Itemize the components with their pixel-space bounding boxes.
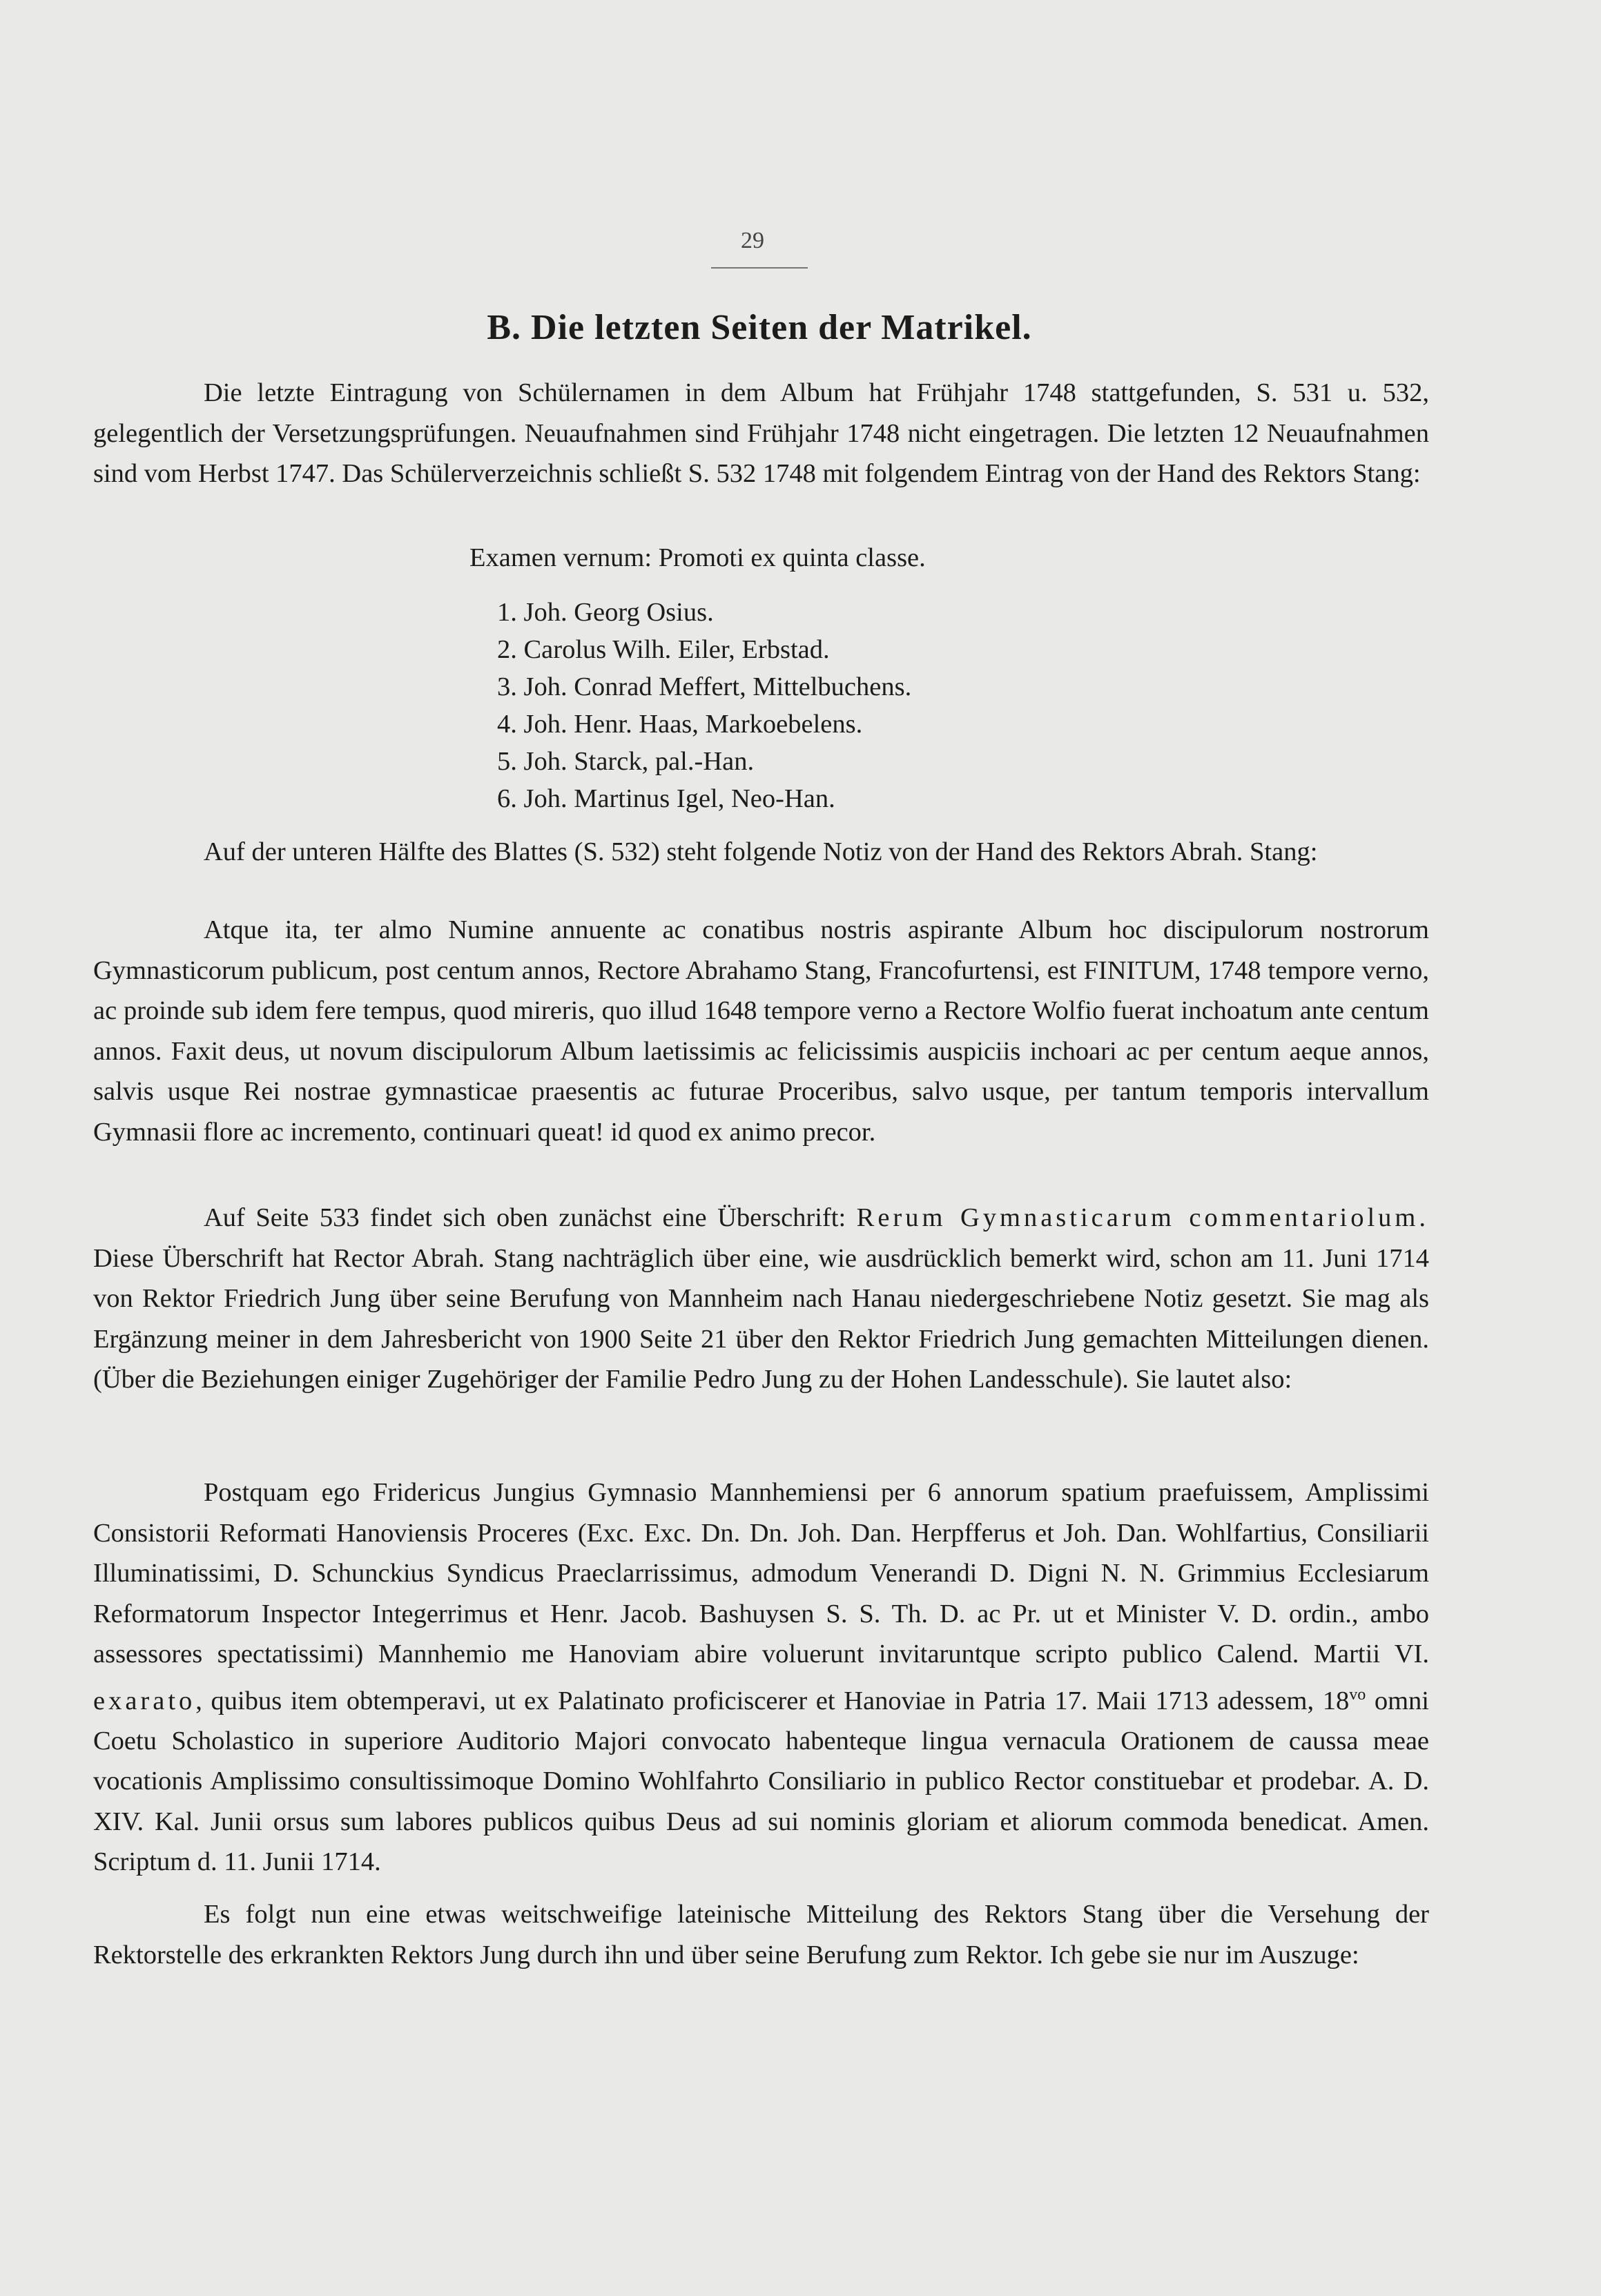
page-number: 29 [741,228,764,253]
list-item: 5. Joh. Starck, pal.-Han. [497,747,755,776]
list-item: 1. Joh. Georg Osius. [497,598,714,627]
closing-block [93,1894,1429,1975]
seite-533-block [93,1198,1429,1400]
ordinal-superscript: vo [1349,1685,1366,1704]
latin-jung-spaced: exarato [93,1686,196,1715]
latin-note-block [93,910,1429,1152]
seite-533-rest: Diese Überschrift hat Rector Abrah. Stang nachträglich über eine, wie ausdrücklich bemerkt wird, schon am 11. Juni 1714 von Rektor Friedrich Jung über seine Berufung von Mannheim nach Hanau niedergeschriebene Notiz gesetzt. Sie mag als Ergänzung meiner in dem Jahresbericht von 1900 Seite 21 über den Rektor Friedrich Jung gemachten Mitteilungen dienen. (Über die Beziehungen einiger Zugehöriger der Familie Pedro Jung zu der Hohen Landesschule). Sie lautet also: [93,1243,1429,1394]
promoted-students-list [497,594,911,817]
spaced-title: Rerum Gymnasticarum commentariolum. [856,1203,1429,1232]
seite-533-paragraph [93,1198,1429,1400]
intro-paragraph-block [93,373,1429,494]
note-intro-block [93,833,1429,870]
latin-jung-block [93,1472,1429,1882]
exam-title: Examen vernum: Promoti ex quinta classe. [469,543,926,572]
latin-jung-part2: , quibus item obtemperavi, ut ex Palatinato proficiscerer et Hanoviae in Patria 17. Maii 1713 adessem, 18 [195,1686,1350,1715]
closing-paragraph: Es folgt nun eine etwas weitschweifige lateinische Mitteilung des Rektors Stang über die Versehung der Rektorstelle des erkrankten Rektors Jung durch ihn und über seine Berufung zum Rektor. Ich gebe sie nur im Auszuge: [93,1900,1429,1969]
list-item: 6. Joh. Martinus Igel, Neo-Han. [497,784,835,813]
note-intro-paragraph: Auf der unteren Hälfte des Blattes (S. 532) steht folgende Notiz von der Hand des Rektors Abrah. Stang: [204,837,1318,866]
latin-jung-part3: omni Coetu Scholastico in superiore Auditorio Majori convocato habenteque lingua vernacula Orationem de caussa meae vocationis Amplissimo consultissimoque Domino Wohlfahrto Consiliario in publico Rector constituebar et prodebar. A. D. XIV. Kal. Junii orsus sum labores publicos quibus Deus ad sui nominis gloriam et aliorum commoda benedicat. Amen. Scriptum d. 11. Junii 1714. [93,1686,1429,1877]
latin-note-paragraph: Atque ita, ter almo Numine annuente ac conatibus nostris aspirante Album hoc discipulorum nostrorum Gymnasticorum publicum, post centum annos, Rectore Abrahamo Stang, Francofurtensi, est FINITUM, 1748 tempore verno, ac proinde sub idem fere tempus, quod mireris, quo illud 1648 tempore verno a Rectore Wolfio fuerat inchoatum ante centum annos. Faxit deus, ut novum discipulorum Album laetissimis ac felicissimis auspiciis inchoari ac per centum aeque annos, salvis usque Rei nostrae gymnasticae praesentis ac futurae Proceribus, salvo usque, per tantum temporis intervallum Gymnasii flore ac incremento, continuari queat! id quod ex animo precor. [93,915,1429,1147]
latin-jung-part1: Postquam ego Fridericus Jungius Gymnasio Mannhemiensi per 6 annorum spatium praefuissem, Amplissimi Consistorii Reformati Hanoviensis Proceres (Exc. Exc. Dn. Dn. Joh. Dan. Herpfferus et Joh. Dan. Wohlfartius, Consiliarii Illuminatissimi, D. Schunckius Syndicus Praeclarrissimus, admodum Venerandi D. Digni N. N. Grimmius Ecclesiarum Reformatorum Inspector Integerrimus et Henr. Jacob. Bashuysen S. S. Th. D. ac Pr. ut et Minister V. D. ordin., ambo assessores spectatissimi) Mannhemio me Hanoviam abire voluerunt invitaruntque scripto publico Calend. Martii VI. [93,1478,1429,1669]
intro-paragraph: Die letzte Eintragung von Schülernamen in dem Album hat Frühjahr 1748 stattgefunden, S. 531 u. 532, gelegentlich der Versetzungsprüfungen. Neuaufnahmen sind Frühjahr 1748 nicht eingetragen. Die letzten 12 Neuaufnahmen sind vom Herbst 1747. Das Schülerverzeichnis schließt S. 532 1748 mit folgendem Eintrag von der Hand des Rektors Stang: [93,378,1429,488]
list-item: 2. Carolus Wilh. Eiler, Erbstad. [497,635,830,664]
latin-jung-paragraph [93,1472,1429,1882]
list-item: 3. Joh. Conrad Meffert, Mittelbuchens. [497,672,912,701]
page-number-rule [711,267,808,269]
section-heading: B. Die letzten Seiten der Matrikel. [487,308,1032,347]
list-item: 4. Joh. Henr. Haas, Markoebelens. [497,710,863,739]
seite-533-lead: Auf Seite 533 findet sich oben zunächst eine Überschrift: [204,1203,846,1232]
